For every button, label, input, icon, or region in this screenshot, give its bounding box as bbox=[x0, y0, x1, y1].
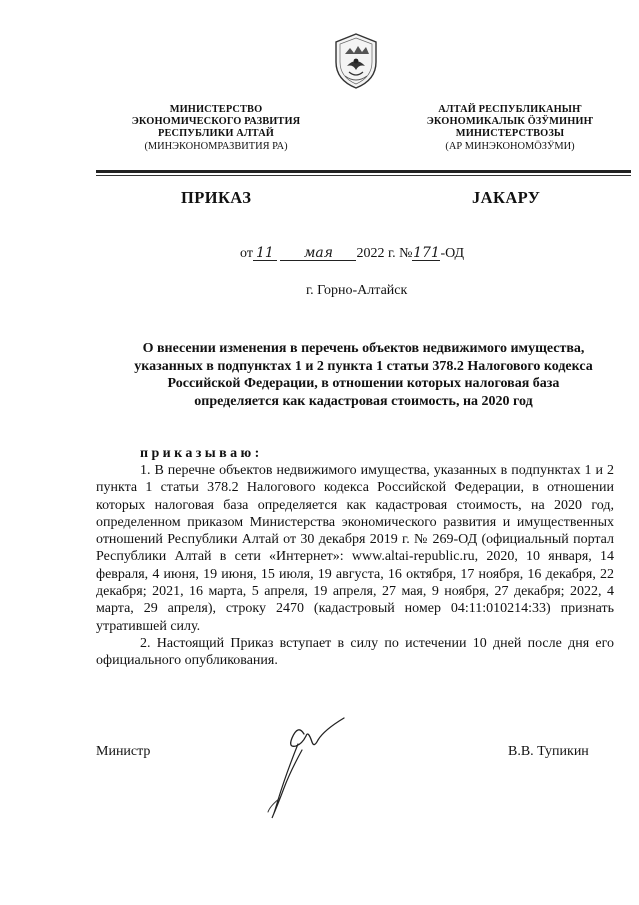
header-right-line4: (АР МИНЭКОНОМÖЗӰМИ) bbox=[445, 140, 575, 152]
prikazyvayu-heading: приказываю: bbox=[140, 446, 263, 461]
date-year: 2022 г. № bbox=[356, 246, 413, 261]
header-divider-thick bbox=[96, 170, 631, 173]
document-title bbox=[96, 340, 631, 410]
ministry-header-russian bbox=[96, 104, 336, 153]
header-left-line4: (МИНЭКОНОМРАЗВИТИЯ РА) bbox=[144, 140, 288, 152]
order-number: 171 bbox=[413, 245, 440, 261]
coat-of-arms-icon bbox=[331, 32, 381, 90]
date-month: мая bbox=[280, 247, 356, 261]
signer-name: В.В. Тупикин bbox=[508, 744, 589, 759]
date-day: 11 bbox=[253, 247, 277, 261]
signer-position: Министр bbox=[96, 744, 151, 759]
title-line2: указанных в подпунктах 1 и 2 пункта 1 статьи 378.2 Налогового кодекса bbox=[134, 358, 593, 374]
city-line: г. Горно-Алтайск bbox=[306, 283, 408, 298]
title-line1: О внесении изменения в перечень объектов недвижимого имущества, bbox=[142, 341, 585, 356]
order-body bbox=[96, 462, 614, 670]
handwritten-signature-icon bbox=[258, 714, 358, 824]
header-right-line2: ЭКОНОМИКАЛЫК ÖЗӰМИНИҤ bbox=[426, 116, 594, 128]
order-number-suffix: -ОД bbox=[440, 246, 465, 261]
order-date-line bbox=[240, 246, 464, 262]
paragraph-1: 1. В перечне объектов недвижимого имущества, указанных в подпунктах 1 и 2 пункта 1 статьи 378.2 Налогового кодекса Российской Федерации, в отношении которых налоговая база определяется как кадастровая стоимость, на 2020 год, определенном приказом Министерства экономического развития и имущественных отношений Республики Алтай от 30 декабря 2019 г. № 269-ОД (официальный портал Республики Алтай в сети «Интернет»: www.altai-republic.ru, 2020, 10 января, 14 февраля, 4 июня, 19 июня, 15 июля, 19 августа, 16 октября, 17 ноября, 16 декабря, 22 декабря; 2021, 16 марта, 5 апреля, 19 апреля, 27 мая, 9 ноября, 27 декабря; 2022, 4 марта, 29 апреля), строку 2470 (кадастровый номер 04:11:010214:33) признать утратившей силу. bbox=[96, 463, 614, 634]
ministry-header-altai bbox=[390, 104, 630, 153]
header-right-line3: МИНИСТЕРСТВОЗЫ bbox=[455, 128, 565, 140]
header-left-line3: РЕСПУБЛИКИ АЛТАЙ bbox=[158, 128, 274, 140]
title-line3: Российской Федерации, в отношении которых налоговая база bbox=[167, 376, 560, 392]
header-divider-thin bbox=[96, 175, 631, 176]
order-title-altai: ЈАКАРУ bbox=[472, 188, 541, 207]
header-left-line2: ЭКОНОМИЧЕСКОГО РАЗВИТИЯ bbox=[131, 116, 301, 128]
paragraph-2: 2. Настоящий Приказ вступает в силу по истечении 10 дней после дня его официального опубликования. bbox=[96, 635, 614, 669]
order-title-russian: ПРИКАЗ bbox=[181, 188, 252, 207]
header-right-line1: АЛТАЙ РЕСПУБЛИКАНЫҤ bbox=[438, 104, 582, 115]
date-prefix: от bbox=[240, 246, 253, 261]
title-line4: определяется как кадастровая стоимость, на 2020 год bbox=[194, 393, 533, 409]
header-left-line1: МИНИСТЕРСТВО bbox=[169, 104, 263, 115]
